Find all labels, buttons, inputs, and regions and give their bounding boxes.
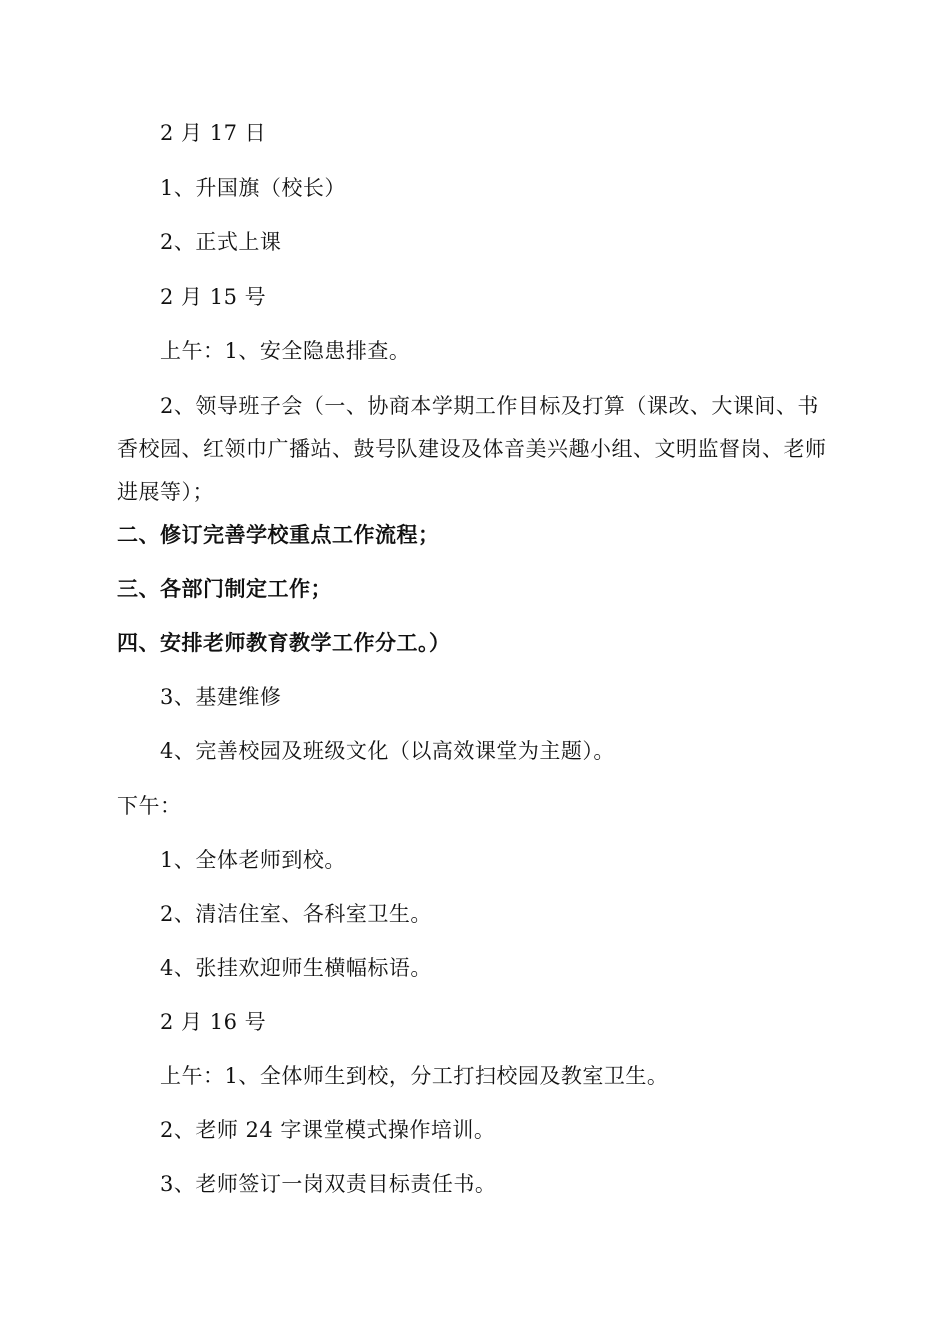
list-item: 2、老师 24 字课堂模式操作培训。 (160, 1118, 496, 1142)
bold-heading: 二、修订完善学校重点工作流程； (117, 522, 440, 547)
bold-heading: 四、安排老师教育教学工作分工。） (117, 630, 451, 655)
list-item: 1、全体老师到校。 (160, 848, 346, 872)
list-item: 3、基建维修 (160, 685, 282, 709)
date-heading: 2 月 15 号 (160, 285, 267, 309)
date-heading: 2 月 16 号 (160, 1010, 267, 1034)
list-item: 4、完善校园及班级文化（以高效课堂为主题）。 (160, 739, 615, 763)
bold-heading: 三、各部门制定工作； (117, 576, 332, 601)
list-item: 2、清洁住室、各科室卫生。 (160, 902, 432, 926)
list-item: 3、老师签订一岗双责目标责任书。 (160, 1172, 497, 1196)
list-item: 2、正式上课 (160, 230, 282, 254)
section-label: 下午： (117, 794, 182, 818)
list-item: 4、张挂欢迎师生横幅标语。 (160, 956, 432, 980)
list-item-paragraph: 2、领导班子会（一、协商本学期工作目标及打算（课改、大课间、书香校园、红领巾广播站、鼓号队建设及体音美兴趣小组、文明监督岗、老师进展等）； (117, 394, 827, 504)
list-item: 上午：1、安全隐患排查。 (160, 339, 411, 363)
date-heading: 2 月 17 日 (160, 121, 267, 145)
list-item: 上午：1、全体师生到校，分工打扫校园及教室卫生。 (160, 1064, 669, 1088)
list-item: 1、升国旗（校长） (160, 176, 346, 200)
